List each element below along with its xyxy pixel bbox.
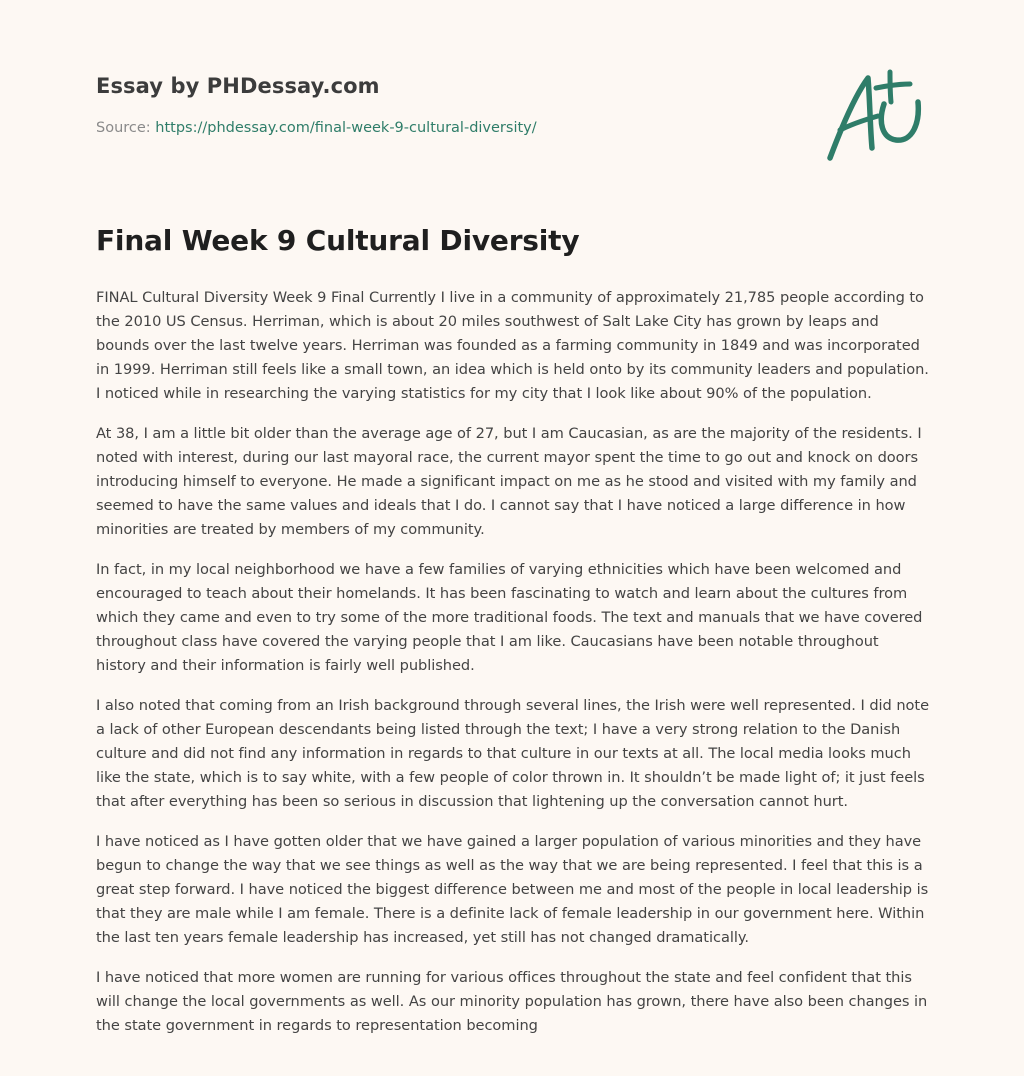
site-brand: Essay by PHDessay.com [96,74,380,98]
essay-paragraph: FINAL Cultural Diversity Week 9 Final Currently I live in a community of approximately 21,785 people according to the 2010 US Census. Herriman, which is about 20 miles southwest of Salt Lake City has grown by leaps and bounds over the last twelve years. Herriman was founded as a farming community in 1849 and was incorporated in 1999. Herriman still feels like a small town, an idea which is held onto by its community leaders and population. I noticed while in researching the varying statistics for my city that I look like about 90% of the population. [96,289,929,402]
essay-paragraph: I have noticed that more women are running for various offices throughout the state and feel confident that this will change the local governments as well. As our minority population has grown, there have also been changes in the state government in regards to representation becoming [96,969,928,1034]
source-label: Source: [96,120,151,136]
source-link[interactable]: https://phdessay.com/final-week-9-cultural-diversity/ [155,120,537,136]
essay-paragraph: I have noticed as I have gotten older that we have gained a larger population of various minorities and they have begun to change the way that we see things as well as the way that we are being represented. I feel that this is a great step forward. I have noticed the biggest difference between me and most of the people in local leadership is that they are male while I am female. There is a definite lack of female leadership in our government here. Within the last ten years female leadership has increased, yet still has not changed dramatically. [96,833,929,946]
essay-body [96,286,932,1054]
source-line [96,120,796,136]
essay-header [96,74,796,136]
essay-paragraph: In fact, in my local neighborhood we have a few families of varying ethnicities which have been welcomed and encouraged to teach about their homelands. It has been fascinating to watch and learn about the cultures from which they came and even to try some of the more traditional foods. The text and manuals that we have covered throughout class have covered the varying people that I am like. Caucasians have been notable throughout history and their information is fairly well published. [96,561,923,674]
essay-paragraph: At 38, I am a little bit older than the average age of 27, but I am Caucasian, as are the majority of the residents. I noted with interest, during our last mayoral race, the current mayor spent the time to go out and knock on doors introducing himself to everyone. He made a significant impact on me as he stood and visited with my family and seemed to have the same values and ideals that I do. I cannot say that I have noticed a large difference in how minorities are treated by members of my community. [96,425,922,538]
a-plus-grade-icon [820,64,930,168]
essay-title: Final Week 9 Cultural Diversity [96,224,580,257]
essay-paragraph: I also noted that coming from an Irish background through several lines, the Irish were well represented. I did note a lack of other European descendants being listed through the text; I have a very strong relation to the Danish culture and did not find any information in regards to that culture in our texts at all. The local media looks much like the state, which is to say white, with a few people of color thrown in. It shouldn’t be made light of; it just feels that after everything has been so serious in discussion that lightening up the conversation cannot hurt. [96,697,930,810]
